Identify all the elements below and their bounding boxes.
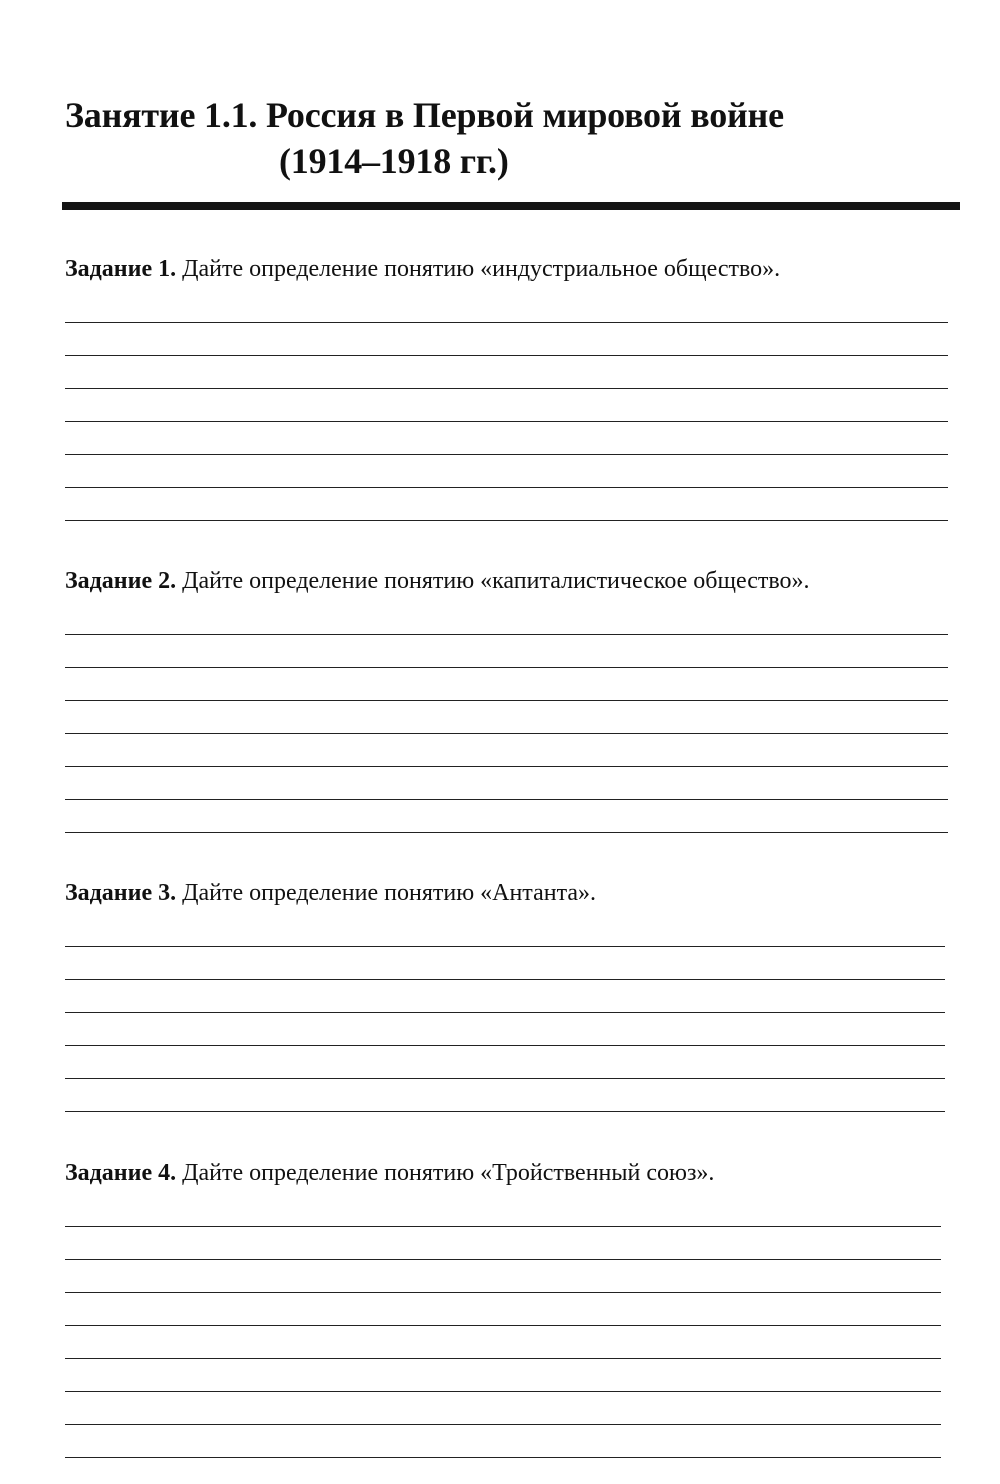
task-4 bbox=[65, 1158, 965, 1458]
task-2-answer-line[interactable] bbox=[65, 635, 948, 668]
task-2-label: Задание 2. bbox=[65, 568, 177, 594]
task-1-label: Задание 1. bbox=[65, 256, 177, 282]
task-3-text: Дайте определение понятию «Антанта». bbox=[182, 880, 597, 906]
task-1-answer-area[interactable] bbox=[65, 290, 948, 521]
lesson-title bbox=[65, 92, 945, 184]
task-2-heading bbox=[65, 566, 965, 596]
task-3-answer-line[interactable] bbox=[65, 1046, 945, 1079]
task-2-answer-line[interactable] bbox=[65, 800, 948, 833]
task-4-text: Дайте определение понятию «Тройственный союз». bbox=[182, 1160, 715, 1186]
title-divider bbox=[62, 202, 960, 210]
task-3-answer-line[interactable] bbox=[65, 1079, 945, 1112]
task-1-answer-line[interactable] bbox=[65, 422, 948, 455]
task-1-answer-line[interactable] bbox=[65, 488, 948, 521]
task-3-answer-line[interactable] bbox=[65, 980, 945, 1013]
task-4-answer-line[interactable] bbox=[65, 1425, 941, 1458]
task-4-heading bbox=[65, 1158, 965, 1188]
task-1-answer-line[interactable] bbox=[65, 455, 948, 488]
task-4-answer-line[interactable] bbox=[65, 1194, 941, 1227]
task-1-answer-line[interactable] bbox=[65, 356, 948, 389]
task-4-answer-line[interactable] bbox=[65, 1293, 941, 1326]
lesson-title-line-2: (1914–1918 гг.) bbox=[279, 141, 509, 181]
task-2-answer-line[interactable] bbox=[65, 668, 948, 701]
task-3 bbox=[65, 878, 965, 1112]
task-4-answer-line[interactable] bbox=[65, 1260, 941, 1293]
task-1-text: Дайте определение понятию «индустриальное общество». bbox=[182, 256, 781, 282]
task-1 bbox=[65, 254, 965, 521]
task-2-answer-line[interactable] bbox=[65, 767, 948, 800]
task-2 bbox=[65, 566, 965, 833]
task-1-answer-line[interactable] bbox=[65, 389, 948, 422]
task-3-answer-line[interactable] bbox=[65, 914, 945, 947]
task-4-answer-line[interactable] bbox=[65, 1227, 941, 1260]
task-2-text: Дайте определение понятию «капиталистическое общество». bbox=[182, 568, 810, 594]
task-1-answer-line[interactable] bbox=[65, 323, 948, 356]
task-3-answer-area[interactable] bbox=[65, 914, 945, 1112]
task-4-answer-line[interactable] bbox=[65, 1392, 941, 1425]
task-4-label: Задание 4. bbox=[65, 1160, 177, 1186]
task-3-answer-line[interactable] bbox=[65, 947, 945, 980]
task-4-answer-area[interactable] bbox=[65, 1194, 941, 1458]
task-1-heading bbox=[65, 254, 965, 284]
task-3-heading bbox=[65, 878, 965, 908]
task-2-answer-area[interactable] bbox=[65, 602, 948, 833]
task-2-answer-line[interactable] bbox=[65, 602, 948, 635]
task-2-answer-line[interactable] bbox=[65, 734, 948, 767]
lesson-title-line-1: Занятие 1.1. Россия в Первой мировой войне bbox=[65, 95, 784, 135]
task-2-answer-line[interactable] bbox=[65, 701, 948, 734]
task-4-answer-line[interactable] bbox=[65, 1326, 941, 1359]
task-1-answer-line[interactable] bbox=[65, 290, 948, 323]
task-3-answer-line[interactable] bbox=[65, 1013, 945, 1046]
task-3-label: Задание 3. bbox=[65, 880, 177, 906]
task-4-answer-line[interactable] bbox=[65, 1359, 941, 1392]
